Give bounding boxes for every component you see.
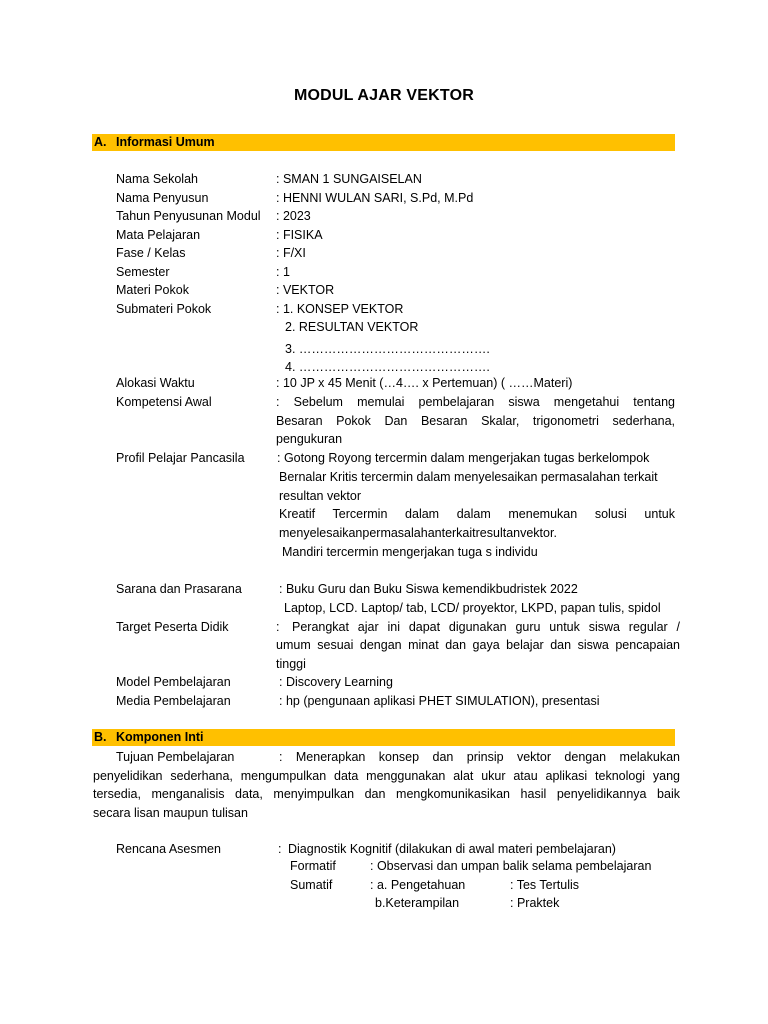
asesmen-sumatif-label: Sumatif [290,878,333,892]
section-b-header [92,729,675,746]
info-value: : HENNI WULAN SARI, S.Pd, M.Pd [276,191,474,205]
kompetensi-label: Kompetensi Awal [116,395,212,409]
asesmen-formatif-label: Formatif [290,859,336,873]
profil-line: : Gotong Royong tercermin dalam mengerjakan tugas berkelompok [277,451,650,465]
info-row-materi-pokok [0,281,768,300]
kompetensi-line: Besaran Pokok Dan Besaran Skalar, trigonometri sederhana, [276,414,675,428]
tujuan-line: secara lisan maupun tulisan [93,806,248,820]
info-label: Model Pembelajaran [116,675,231,689]
info-value: : Discovery Learning [279,675,393,689]
info-value: : SMAN 1 SUNGAISELAN [276,172,422,186]
info-row-alokasi [0,374,768,393]
info-row-model [0,673,768,692]
target-label: Target Peserta Didik [116,620,229,634]
info-label: Fase / Kelas [116,246,186,260]
profil-line: Bernalar Kritis tercermin dalam menyelesaikan permasalahan terkait [279,470,658,484]
sarana-line: : Buku Guru dan Buku Siswa kemendikbudristek 2022 [279,582,578,596]
info-value: : hp (pengunaan aplikasi PHET SIMULATION), presentasi [279,694,600,708]
info-row-nama-sekolah [0,170,768,189]
section-b-letter: B. [94,730,107,744]
target-colon: : [276,620,280,634]
info-value: : VEKTOR [276,283,335,297]
asesmen-diagnostik: Diagnostik Kognitif (dilakukan di awal materi pembelajaran) [288,842,616,856]
asesmen-sumatif-a: : a. Pengetahuan [370,878,466,892]
info-value: : F/XI [276,246,306,260]
info-row-fase-kelas [0,244,768,263]
target-line: tinggi [276,657,306,671]
info-value: : 2023 [276,209,311,223]
info-label: Materi Pokok [116,283,189,297]
kompetensi-line: : Sebelum memulai pembelajaran siswa mengetahui tentang [276,395,675,409]
profil-line: menyelesaikanpermasalahanterkaitresultanvektor. [279,526,557,540]
info-row-tahun [0,207,768,226]
profil-line: Kreatif Tercermin dalam dalam menemukan solusi untuk [279,507,675,521]
section-a-header [92,134,675,151]
target-line: umum sesuai dengan minat dan gaya belajar dan siswa pencapaian [276,638,680,652]
profil-label: Profil Pelajar Pancasila [116,451,245,465]
tujuan-line: tersedia, menganalisis data, menyimpulkan dan mengkomunikasikan hasil penyelidikannya baik [93,787,680,801]
info-label: Mata Pelajaran [116,228,201,242]
info-value: : 1 [276,265,290,279]
info-value: : 10 JP x 45 Menit (…4…. x Pertemuan) ( ……Materi) [276,376,573,390]
info-label: Alokasi Waktu [116,376,195,390]
info-row-submateri [0,300,768,319]
info-label: Semester [116,265,170,279]
info-label: Media Pembelajaran [116,694,231,708]
info-row-semester [0,263,768,282]
info-label: Nama Sekolah [116,172,198,186]
info-value: : FISIKA [276,228,323,242]
kompetensi-line: pengukuran [276,432,343,446]
tujuan-line: penyelidikan sederhana, mengumpulkan data menggunakan alat ukur atau aplikasi teknologi yang [93,769,680,783]
tujuan-label: Tujuan Pembelajaran [116,750,235,764]
asesmen-colon: : [278,842,282,856]
section-a-title: Informasi Umum [116,135,215,149]
profil-line: Mandiri tercermin mengerjakan tuga s individu [282,545,538,559]
submateri-item: 4. ………………………………………. [285,360,490,374]
asesmen-sumatif-b: b.Keterampilan [375,896,460,910]
asesmen-sumatif-b-value: : Praktek [510,896,560,910]
asesmen-formatif-value: : Observasi dan umpan balik selama pembelajaran [370,859,652,873]
section-a-letter: A. [94,135,107,149]
target-line: Perangkat ajar ini dapat digunakan guru untuk siswa regular / [292,620,680,634]
submateri-item: 2. RESULTAN VEKTOR [285,320,419,334]
info-label: Submateri Pokok [116,302,212,316]
asesmen-sumatif-a-value: : Tes Tertulis [510,878,580,892]
info-label: Nama Penyusun [116,191,209,205]
info-row-nama-penyusun [0,189,768,208]
document-title: MODUL AJAR VEKTOR [293,87,474,104]
tujuan-line: : Menerapkan konsep dan prinsip vektor dengan melakukan [279,750,680,764]
submateri-item: 3. ………………………………………. [285,342,490,356]
info-label: Tahun Penyusunan Modul [116,209,261,223]
sarana-line: Laptop, LCD. Laptop/ tab, LCD/ proyektor, LKPD, papan tulis, spidol [284,601,661,615]
info-row-media [0,692,768,711]
section-b-title: Komponen Inti [116,730,204,744]
sarana-label: Sarana dan Prasarana [116,582,242,596]
profil-line: resultan vektor [279,489,361,503]
info-row-mata-pelajaran [0,226,768,245]
asesmen-label: Rencana Asesmen [116,842,221,856]
info-value: : 1. KONSEP VEKTOR [276,302,404,316]
